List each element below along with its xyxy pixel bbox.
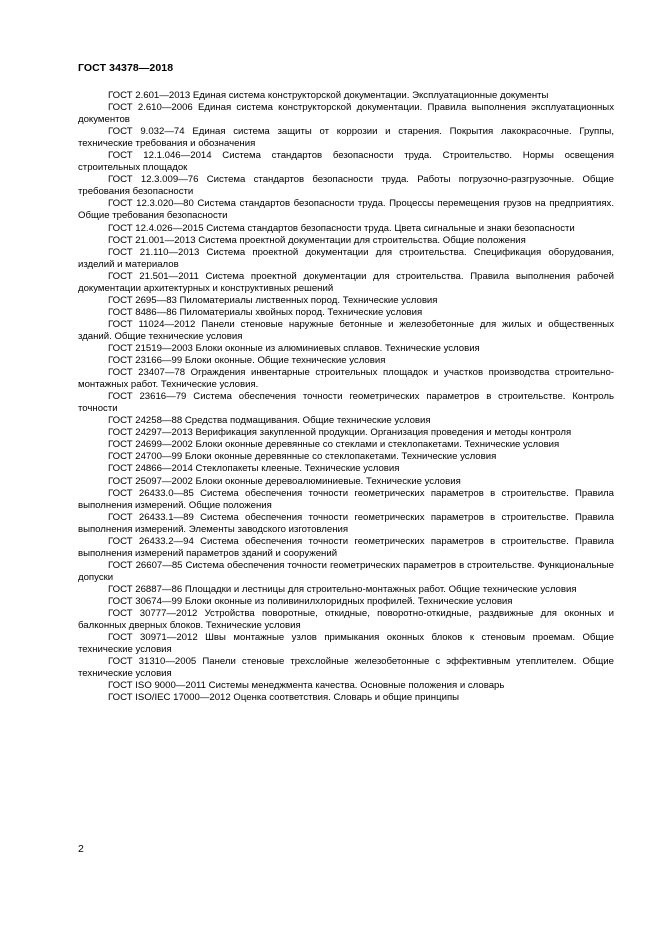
reference-item: ГОСТ 9.032—74 Единая система защиты от коррозии и старения. Покрытия лакокрасочные. Группы, технические требования и обозначения xyxy=(78,126,614,150)
reference-item: ГОСТ 31310—2005 Панели стеновые трехслойные железобетонные с эффективным утеплителем. Общие технические условия xyxy=(78,656,614,680)
normative-references-list xyxy=(78,90,614,704)
reference-item: ГОСТ 26433.2—94 Система обеспечения точности геометрических параметров в строительстве. Правила выполнения измерений параметров зданий и сооружений xyxy=(78,535,614,559)
reference-item: ГОСТ ISO 9000—2011 Системы менеджмента качества. Основные положения и словарь xyxy=(108,680,505,692)
reference-item: ГОСТ 21519—2003 Блоки оконные из алюминиевых сплавов. Технические условия xyxy=(108,342,480,354)
reference-item: ГОСТ 12.1.046—2014 Система стандартов безопасности труда. Строительство. Нормы освещения строительных площадок xyxy=(78,150,614,174)
reference-item: ГОСТ 30777—2012 Устройства поворотные, откидные, поворотно-откидные, раздвижные для оконных и балконных дверных блоков. Технические условия xyxy=(78,608,614,632)
reference-item: ГОСТ 24700—99 Блоки оконные деревянные со стеклопакетами. Технические условия xyxy=(108,451,497,463)
reference-item: ГОСТ 24699—2002 Блоки оконные деревянные со стеклами и стеклопакетами. Технические условия xyxy=(108,439,560,451)
reference-item: ГОСТ 2695—83 Пиломатериалы лиственных пород. Технические условия xyxy=(108,294,438,306)
reference-item: ГОСТ 2.601—2013 Единая система конструкторской документации. Эксплуатационные документы xyxy=(108,90,549,101)
reference-item: ГОСТ 24297—2013 Верификация закупленной продукции. Организация проведения и методы контроля xyxy=(108,427,572,439)
reference-item: ГОСТ ISO/IEC 17000—2012 Оценка соответствия. Словарь и общие принципы xyxy=(108,692,460,704)
document-code-header: ГОСТ 34378—2018 xyxy=(78,62,174,74)
page-number: 2 xyxy=(78,843,84,855)
reference-item: ГОСТ 26887—86 Площадки и лестницы для строительно-монтажных работ. Общие технические условия xyxy=(108,583,577,595)
reference-item: ГОСТ 21.110—2013 Система проектной документации для строительства. Спецификация оборудования, изделий и материалов xyxy=(78,246,614,270)
reference-item: ГОСТ 23616—79 Система обеспечения точности геометрических параметров в строительстве. Контроль точности xyxy=(78,391,614,415)
reference-item: ГОСТ 26607—85 Система обеспечения точности геометрических параметров в строительстве. Функциональные допуски xyxy=(78,559,614,583)
reference-item: ГОСТ 30674—99 Блоки оконные из поливинилхлоридных профилей. Технические условия xyxy=(108,595,513,607)
reference-item: ГОСТ 26433.0—85 Система обеспечения точности геометрических параметров в строительстве. Правила выполнения измерений. Общие положения xyxy=(78,487,614,511)
reference-item: ГОСТ 25097—2002 Блоки оконные деревоалюминиевые. Технические условия xyxy=(108,475,461,487)
reference-item: ГОСТ 24258—88 Средства подмащивания. Общие технические условия xyxy=(108,415,431,427)
reference-item: ГОСТ 2.610—2006 Единая система конструкторской документации. Правила выполнения эксплуатационных документов xyxy=(78,102,614,126)
reference-item: ГОСТ 30971—2012 Швы монтажные узлов примыкания оконных блоков к стеновым проемам. Общие технические условия xyxy=(78,632,614,656)
reference-item: ГОСТ 12.4.026—2015 Система стандартов безопасности труда. Цвета сигнальные и знаки безопасности xyxy=(108,222,575,234)
reference-item: ГОСТ 24866—2014 Стеклопакеты клееные. Технические условия xyxy=(108,463,400,475)
reference-item: ГОСТ 11024—2012 Панели стеновые наружные бетонные и железобетонные для жилых и общественных зданий. Общие технические условия xyxy=(78,318,614,342)
reference-item: ГОСТ 21.001—2013 Система проектной документации для строительства. Общие положения xyxy=(108,234,526,246)
reference-item: ГОСТ 26433.1—89 Система обеспечения точности геометрических параметров в строительстве. Правила выполнения измерений. Элементы заводского изготовления xyxy=(78,511,614,535)
reference-item: ГОСТ 23166—99 Блоки оконные. Общие технические условия xyxy=(108,355,386,367)
reference-item: ГОСТ 23407—78 Ограждения инвентарные строительных площадок и участков производства строительно-монтажных работ. Технические условия. xyxy=(78,367,614,391)
reference-item: ГОСТ 21.501—2011 Система проектной документации для строительства. Правила выполнения рабочей документации архитектурных и конструктивных решений xyxy=(78,270,614,294)
reference-item: ГОСТ 8486—86 Пиломатериалы хвойных пород. Технические условия xyxy=(108,306,423,318)
reference-item: ГОСТ 12.3.020—80 Система стандартов безопасности труда. Процессы перемещения грузов на предприятиях. Общие требования безопасности xyxy=(78,198,614,222)
reference-item: ГОСТ 12.3.009—76 Система стандартов безопасности труда. Работы погрузочно-разгрузочные. Общие требования безопасности xyxy=(78,174,614,198)
